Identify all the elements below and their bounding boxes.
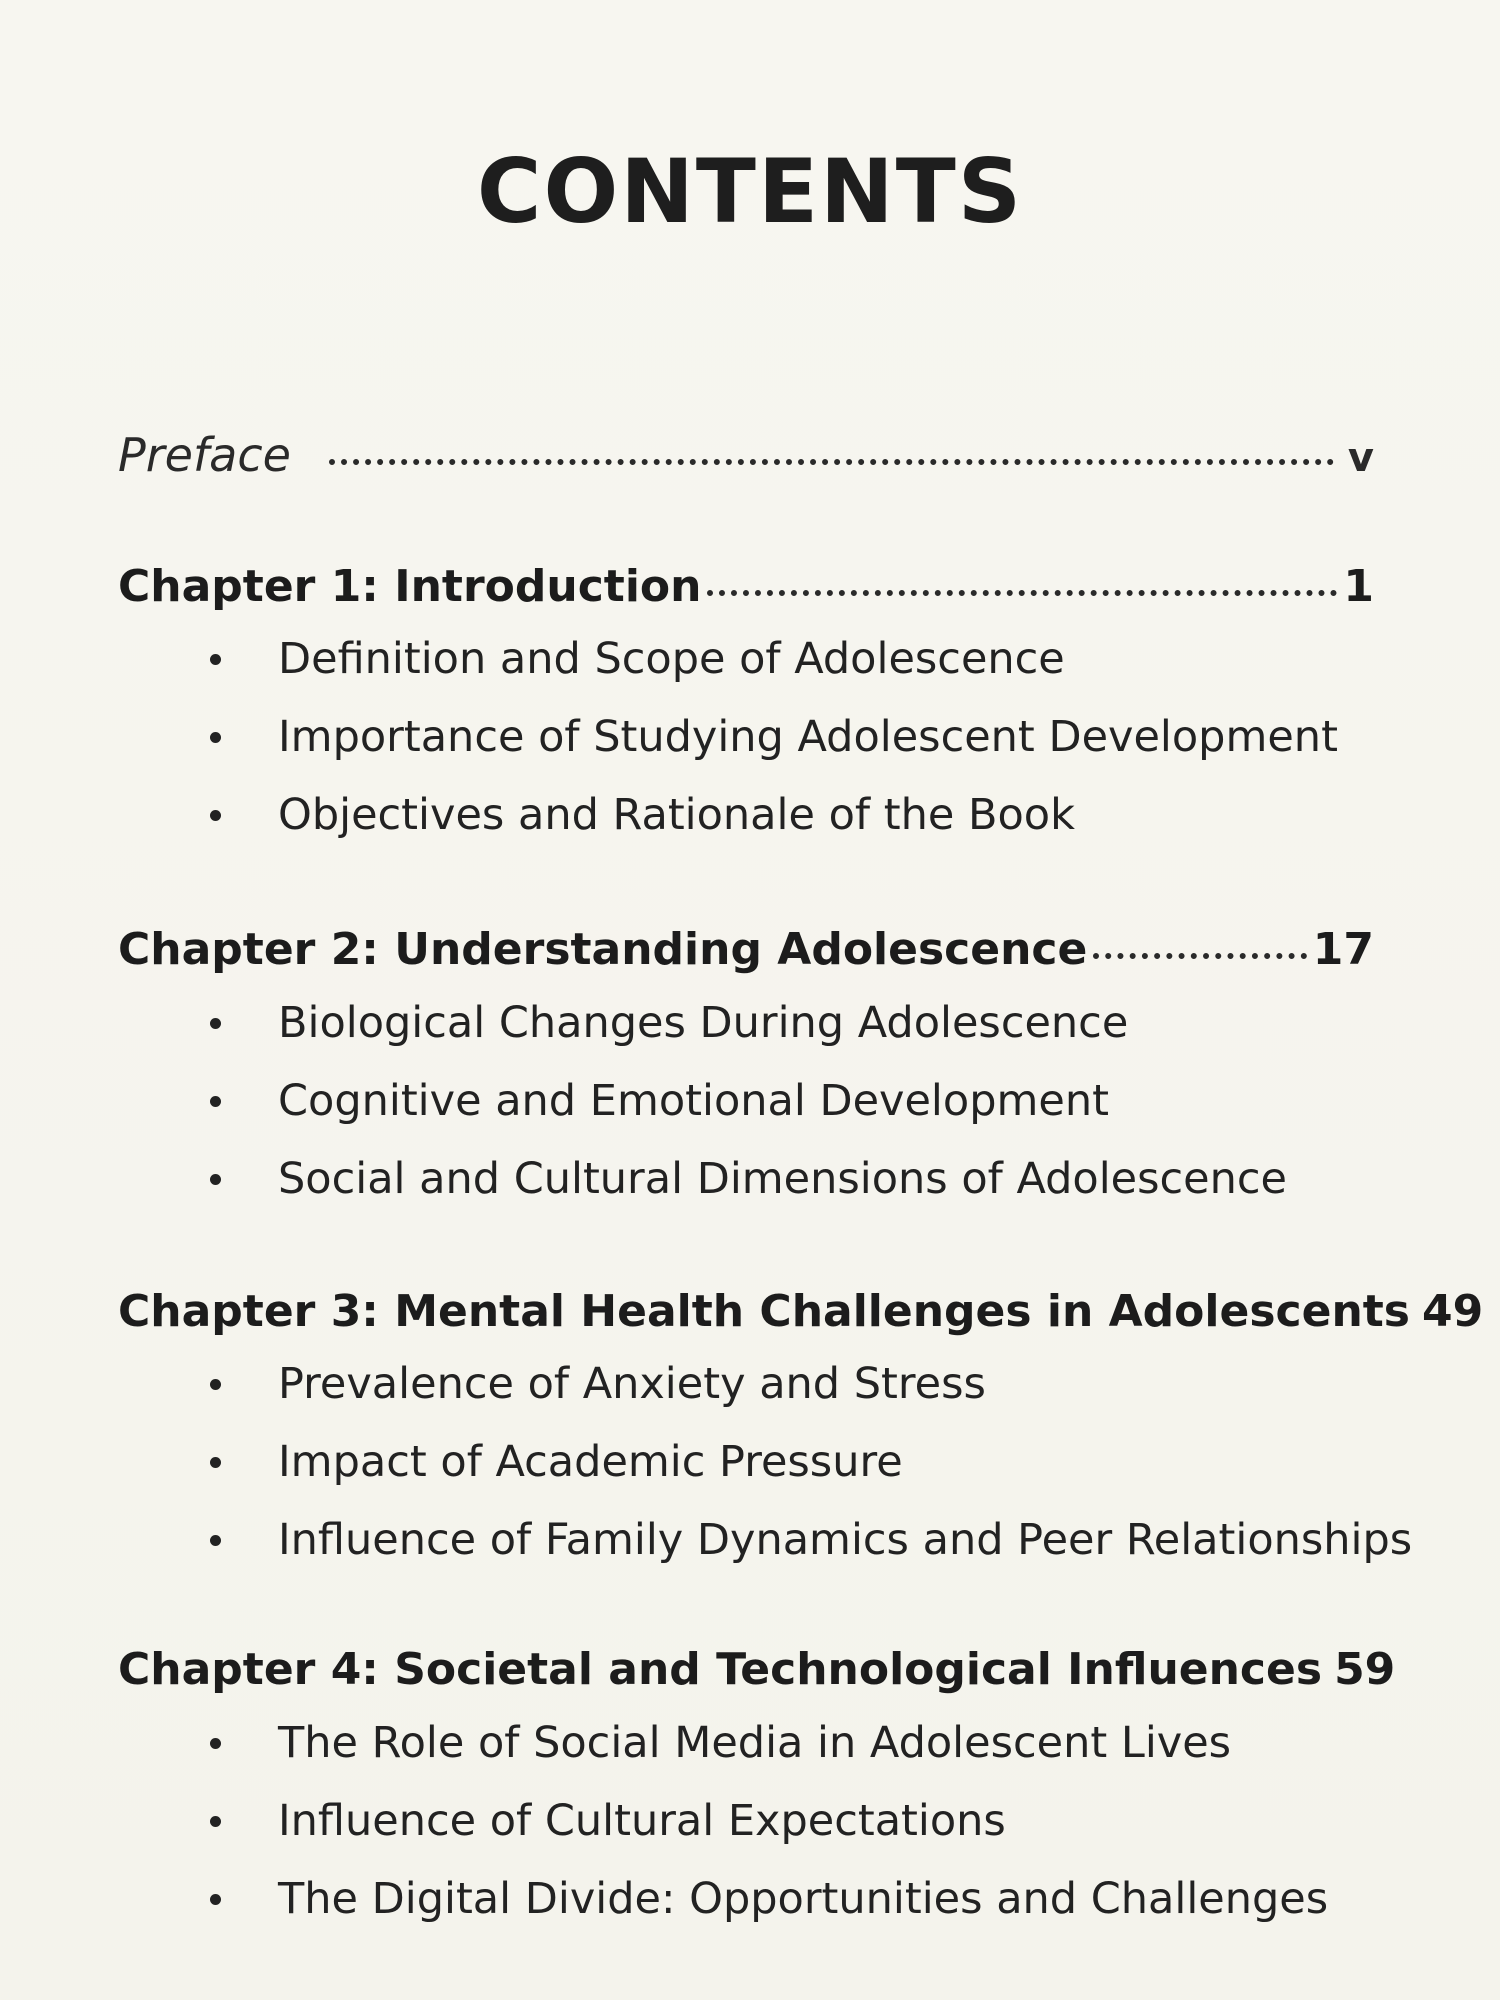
- bullet-icon: [210, 1535, 221, 1546]
- bullet-icon: [210, 1379, 221, 1390]
- bullet-icon: [210, 1096, 221, 1107]
- list-item: [210, 776, 1338, 854]
- bullet-icon: [210, 1816, 221, 1827]
- dot-leader: [1093, 920, 1306, 964]
- topic-label: Objectives and Rationale of the Book: [278, 790, 1075, 840]
- bullet-icon: [210, 810, 221, 821]
- toc-entry-chapter-2: [118, 920, 1374, 975]
- list-item: [210, 1345, 1412, 1423]
- bullet-icon: [210, 1894, 221, 1905]
- bullet-icon: [210, 1738, 221, 1749]
- preface-label: Preface: [118, 428, 291, 482]
- toc-entry-preface: [118, 425, 1374, 482]
- bullet-icon: [210, 654, 221, 665]
- topic-label: The Role of Social Media in Adolescent Lives: [278, 1718, 1232, 1768]
- topic-label: Impact of Academic Pressure: [278, 1437, 903, 1487]
- list-item: [210, 1782, 1328, 1860]
- chapter-title: Chapter 3: Mental Health Challenges in Adolescents: [118, 1286, 1410, 1337]
- list-item: [210, 1140, 1287, 1218]
- list-item: [210, 1860, 1328, 1938]
- topic-label: The Digital Divide: Opportunities and Challenges: [278, 1874, 1329, 1924]
- bullet-icon: [210, 1018, 221, 1029]
- page-title: CONTENTS: [476, 140, 1024, 243]
- dot-leader: [329, 425, 1334, 471]
- chapter-page-number: 1: [1343, 561, 1374, 612]
- dot-leader: [707, 557, 1337, 601]
- list-item: [210, 1704, 1328, 1782]
- chapter-title: Chapter 4: Societal and Technological Influences: [118, 1644, 1323, 1695]
- chapter-2-topics: [210, 984, 1287, 1218]
- list-item: [210, 1423, 1412, 1501]
- topic-label: Influence of Family Dynamics and Peer Relationships: [278, 1515, 1413, 1565]
- topic-label: Cognitive and Emotional Development: [278, 1076, 1109, 1126]
- chapter-page-number: 59: [1334, 1644, 1396, 1695]
- topic-label: Definition and Scope of Adolescence: [278, 634, 1065, 684]
- bullet-icon: [210, 732, 221, 743]
- toc-entry-chapter-1: [118, 557, 1374, 612]
- topic-label: Biological Changes During Adolescence: [278, 998, 1129, 1048]
- topic-label: Prevalence of Anxiety and Stress: [278, 1359, 986, 1409]
- chapter-page-number: 49: [1421, 1286, 1484, 1337]
- list-item: [210, 1062, 1287, 1140]
- list-item: [210, 698, 1338, 776]
- chapter-3-topics: [210, 1345, 1412, 1579]
- chapter-title: Chapter 1: Introduction: [118, 561, 702, 612]
- topic-label: Importance of Studying Adolescent Development: [278, 712, 1338, 762]
- bullet-icon: [210, 1174, 221, 1185]
- chapter-4-topics: [210, 1704, 1328, 1938]
- chapter-title: Chapter 2: Understanding Adolescence: [118, 924, 1088, 975]
- list-item: [210, 620, 1338, 698]
- topic-label: Influence of Cultural Expectations: [278, 1796, 1006, 1846]
- chapter-1-topics: [210, 620, 1338, 854]
- toc-entry-chapter-4: [118, 1640, 1396, 1695]
- toc-entry-chapter-3: [118, 1282, 1484, 1337]
- list-item: [210, 984, 1287, 1062]
- preface-page-number: v: [1347, 435, 1374, 481]
- topic-label: Social and Cultural Dimensions of Adolescence: [278, 1154, 1287, 1204]
- chapter-page-number: 17: [1312, 924, 1374, 975]
- list-item: [210, 1501, 1412, 1579]
- bullet-icon: [210, 1457, 221, 1468]
